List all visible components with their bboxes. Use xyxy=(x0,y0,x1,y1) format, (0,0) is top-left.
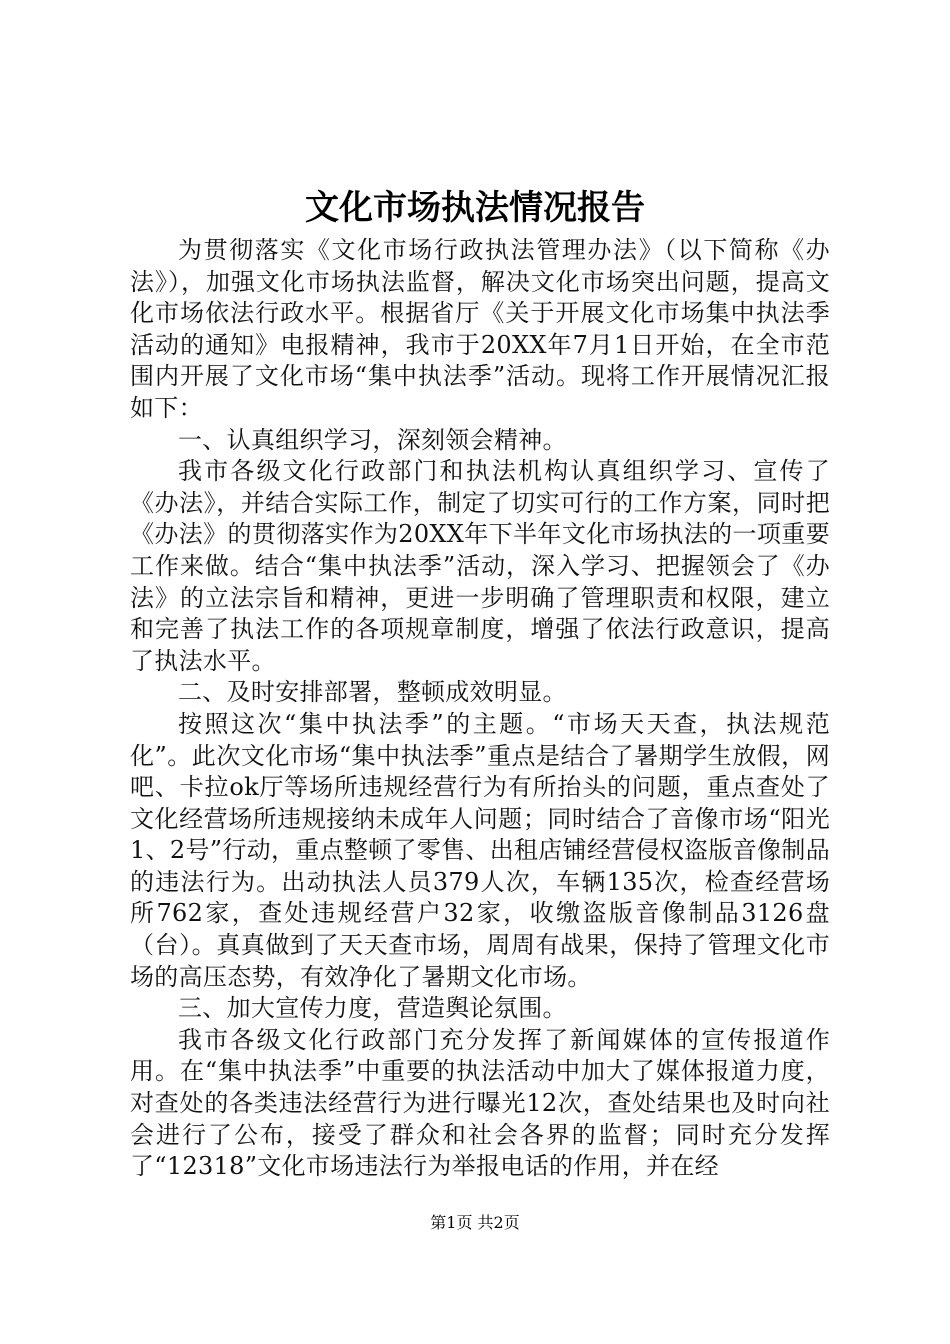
section-heading-3: 三、加大宣传力度，营造舆论氛围。 xyxy=(178,994,567,1023)
section-heading-1: 一、认真组织学习，深刻领会精神。 xyxy=(178,425,567,454)
section-paragraph-2: 按照这次“集中执法季”的主题。“市场天天查，执法规范化”。此次文化市场“集中执法季”重点是结合了暑期学生放假，网吧、卡拉ok厅等场所违规经营行为有所抬头的问题，重点查处了文化经营场所违规接纳未成年人问题；同时结合了音像市场“阳光1、2号”行动，重点整顿了零售、出租店铺经营侵权盗版音像制品的违法行为。出动执法人员379人次，车辆135次，检查经营场所762家，查处违规经营户32家，收缴盗版音像制品3126盘（台）。真真做到了天天查市场，周周有战果，保持了管理文化市场的高压态势，有效净化了暑期文化市场。 xyxy=(130,709,830,991)
document-title: 文化市场执法情况报告 xyxy=(305,188,645,228)
section-paragraph-1: 我市各级文化行政部门和执法机构认真组织学习、宣传了《办法》，并结合实际工作，制定了切实可行的工作方案，同时把《办法》的贯彻落实作为20XX年下半年文化市场执法的一项重要工作来做。结合“集中执法季”活动，深入学习、把握领会了《办法》的立法宗旨和精神，更进一步明确了管理职责和权限，建立和完善了执法工作的各项规章制度，增强了依法行政意识，提高了执法水平。 xyxy=(130,457,830,675)
document-body xyxy=(130,235,830,1183)
section-paragraph-3: 我市各级文化行政部门充分发挥了新闻媒体的宣传报道作用。在“集中执法季”中重要的执法活动中加大了媒体报道力度，对查处的各类违法经营行为进行曝光12次，查处结果也及时向社会进行了公布，接受了群众和社会各界的监督；同时充分发挥了“12318”文化市场违法行为举报电话的作用，并在经 xyxy=(130,1025,830,1181)
section-heading-2: 二、及时安排部署，整顿成效明显。 xyxy=(178,678,567,707)
intro-paragraph: 为贯彻落实《文化市场行政执法管理办法》（以下简称《办法》），加强文化市场执法监督，解决文化市场突出问题，提高文化市场依法行政水平。根据省厅《关于开展文化市场集中执法季活动的通知》电报精神，我市于20XX年7月1日开始，在全市范围内开展了文化市场“集中执法季”活动。现将工作开展情况汇报如下： xyxy=(130,236,830,422)
page-footer: 第1页 共2页 xyxy=(430,1213,520,1232)
